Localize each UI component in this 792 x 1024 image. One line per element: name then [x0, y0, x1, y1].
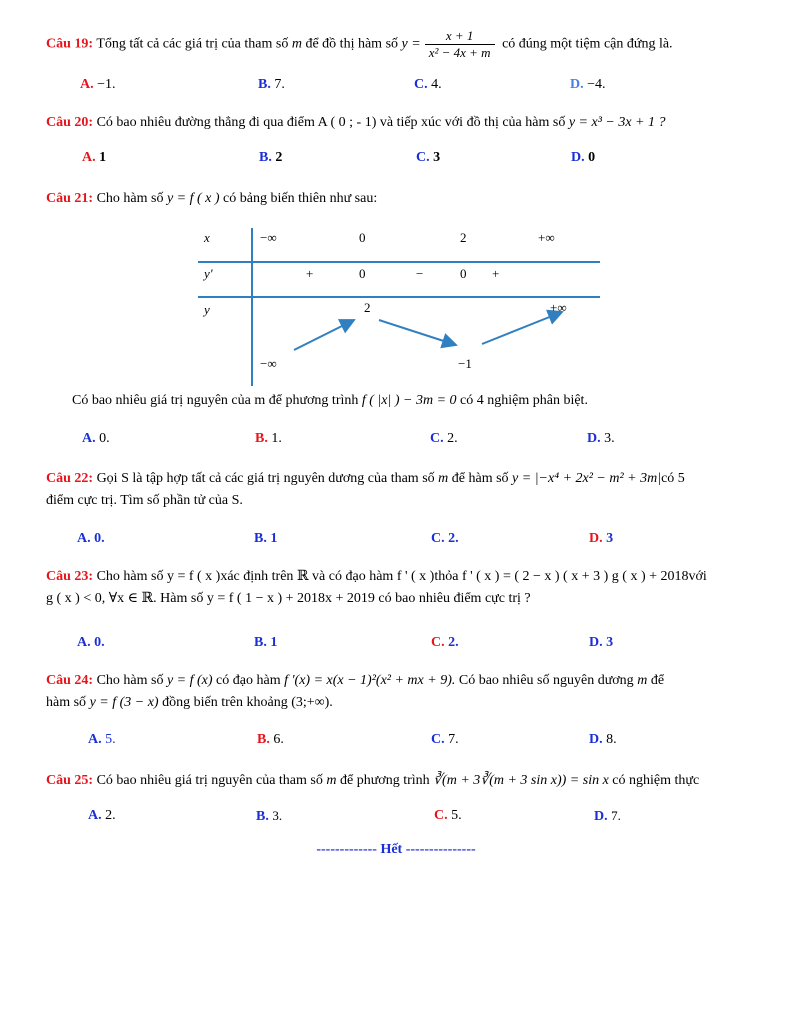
- answer-b[interactable]: B. 1.: [255, 431, 282, 446]
- question-text: để hàm số: [451, 471, 509, 486]
- row-label-y: y: [204, 302, 210, 317]
- answer-b[interactable]: B. 3.: [256, 808, 283, 824]
- question-text: Hàm số: [160, 591, 204, 606]
- fraction: [425, 28, 495, 61]
- question-text: Cho hàm số: [96, 569, 164, 584]
- answer-b[interactable]: B. 2: [259, 150, 283, 165]
- formula: f ' ( x ) = ( 2 − x ) ( x + 3 ) g ( x ) + 2018: [461, 569, 689, 584]
- yprime-sign: −: [416, 266, 424, 281]
- question-23: [46, 566, 752, 610]
- question-text: Có bao nhiêu đường thẳng đi qua điểm A ( 0 ; - 1) và tiếp xúc với đồ thị của hàm số: [96, 115, 566, 130]
- question-25: [46, 770, 752, 792]
- question-text: Có bao nhiêu giá trị nguyên của m để phương trình: [72, 393, 359, 408]
- answer-d[interactable]: D. 3.: [587, 431, 615, 446]
- formula: ∛(m + 3∛(m + 3 sin x)) = sin x: [433, 773, 609, 788]
- answer-c[interactable]: C. 2.: [430, 431, 458, 446]
- answer-a[interactable]: A. 0.: [77, 635, 105, 650]
- question-text: để: [650, 673, 665, 688]
- answer-c[interactable]: C. 3: [416, 150, 441, 165]
- y-value: −1: [458, 356, 472, 371]
- denominator: x² − 4x + m: [428, 45, 491, 60]
- variation-table: [196, 224, 602, 390]
- formula: f ' ( x ): [396, 569, 435, 584]
- question-text: thỏa: [434, 569, 459, 584]
- answer-b[interactable]: B. 6.: [257, 732, 284, 747]
- question-21-prompt: [72, 390, 752, 412]
- question-text: có 4 nghiệm phân biệt.: [460, 393, 588, 408]
- question-text: với: [688, 569, 707, 584]
- formula: y = |−x⁴ + 2x² − m² + 3m|: [512, 471, 662, 486]
- question-text: có bao nhiêu điểm cực trị ?: [378, 591, 531, 606]
- question-label: Câu 24:: [46, 673, 94, 688]
- answer-a[interactable]: A. 0.: [77, 531, 105, 546]
- question-19: [46, 28, 752, 61]
- question-24: [46, 670, 752, 714]
- formula: y = f ( x ): [166, 191, 220, 206]
- question-text: Có bao nhiêu số nguyên dương: [458, 673, 634, 688]
- yprime-zero: 0: [359, 266, 366, 281]
- variable-m: m: [291, 36, 302, 52]
- x-value: +∞: [538, 230, 555, 245]
- answer-a[interactable]: A. 1: [82, 150, 107, 165]
- question-text: Tổng tất cả các giá trị của tham số: [96, 36, 289, 52]
- question-label: Câu 22:: [46, 471, 94, 486]
- question-text: Có bao nhiêu giá trị nguyên của tham số: [96, 773, 323, 788]
- question-text: để đồ thị hàm số: [305, 36, 399, 52]
- question-text: có đạo hàm: [216, 673, 281, 688]
- question-20: [46, 112, 752, 134]
- formula: y = f ( 1 − x ) + 2018x + 2019: [206, 591, 375, 606]
- answer-a[interactable]: A. 2.: [88, 808, 116, 823]
- answer-d[interactable]: D. 3: [589, 635, 614, 650]
- x-value: 0: [359, 230, 366, 245]
- formula: f ( |x| ) − 3m = 0: [361, 393, 457, 408]
- formula: y = x³ − 3x + 1 ?: [568, 115, 666, 130]
- question-text: có nghiệm thực: [612, 773, 700, 788]
- formula: y = f (3 − x): [89, 695, 159, 710]
- answer-c[interactable]: C. 2.: [431, 531, 459, 546]
- question-label: Câu 19:: [46, 36, 94, 52]
- formula: g ( x ) < 0, ∀x ∈ ℝ.: [46, 591, 157, 606]
- answer-a[interactable]: A. 0.: [82, 431, 110, 446]
- variable-m: m: [438, 471, 449, 486]
- formula: y = f (x): [166, 673, 213, 688]
- end-marker: ------------- Hết ---------------: [316, 842, 476, 857]
- y-value: 2: [364, 300, 371, 315]
- table-lines: [196, 224, 602, 390]
- arrow-up: [294, 320, 354, 350]
- row-label-x: x: [204, 230, 210, 245]
- answer-a[interactable]: A. −1.: [80, 77, 116, 92]
- answer-c[interactable]: C. 4.: [414, 77, 442, 92]
- question-text: có đúng một tiệm cận đứng là.: [502, 36, 673, 52]
- yprime-sign: +: [492, 266, 500, 281]
- x-value: −∞: [260, 230, 277, 245]
- question-text: Gọi S là tập hợp tất cả các giá trị nguyên dương của tham số: [96, 471, 435, 486]
- y-value: +∞: [550, 300, 567, 315]
- question-text: có bảng biến thiên như sau:: [223, 191, 378, 206]
- formula: y =: [401, 36, 421, 52]
- answer-d[interactable]: D. 8.: [589, 732, 617, 747]
- answer-d[interactable]: D. −4.: [570, 77, 606, 92]
- variable-m: m: [637, 673, 648, 688]
- question-text: Cho hàm số: [96, 673, 164, 688]
- answer-b[interactable]: B. 1: [254, 635, 278, 650]
- yprime-zero: 0: [460, 266, 467, 281]
- question-text: đồng biến trên khoảng: [162, 695, 288, 710]
- row-label-yprime: y': [204, 266, 213, 281]
- answer-c[interactable]: C. 7.: [431, 732, 459, 747]
- variable-m: m: [326, 773, 337, 788]
- question-label: Câu 23:: [46, 569, 94, 584]
- numerator: x + 1: [425, 28, 495, 45]
- answer-c[interactable]: C. 2.: [431, 635, 459, 650]
- formula: y = f ( x ): [166, 569, 221, 584]
- answer-c[interactable]: C. 5.: [434, 808, 462, 823]
- yprime-sign: +: [306, 266, 314, 281]
- question-22: [46, 468, 752, 512]
- question-21: [46, 188, 752, 210]
- answer-b[interactable]: B. 1: [254, 531, 278, 546]
- question-label: Câu 21:: [46, 191, 94, 206]
- answer-d[interactable]: D. 7.: [594, 808, 621, 824]
- y-value: −∞: [260, 356, 277, 371]
- x-value: 2: [460, 230, 467, 245]
- question-text: Cho hàm số: [96, 191, 164, 206]
- arrow-up: [482, 312, 562, 344]
- answer-b[interactable]: B. 7.: [258, 77, 285, 92]
- question-text: có 5: [661, 471, 685, 486]
- question-text: xác định trên ℝ và có đạo hàm: [220, 569, 394, 584]
- arrow-down: [379, 320, 456, 345]
- formula: f ′(x) = x(x − 1)²(x² + mx + 9).: [284, 673, 456, 688]
- answer-d[interactable]: D. 3: [589, 531, 614, 546]
- answer-a[interactable]: A. 5.: [88, 732, 116, 747]
- formula: (3;+∞).: [291, 695, 333, 710]
- question-label: Câu 20:: [46, 115, 94, 130]
- answer-d[interactable]: D. 0: [571, 150, 596, 165]
- question-label: Câu 25:: [46, 773, 94, 788]
- question-text: điểm cực trị. Tìm số phần tử của S.: [46, 493, 243, 508]
- question-text: hàm số: [46, 695, 87, 710]
- question-text: để phương trình: [339, 773, 430, 788]
